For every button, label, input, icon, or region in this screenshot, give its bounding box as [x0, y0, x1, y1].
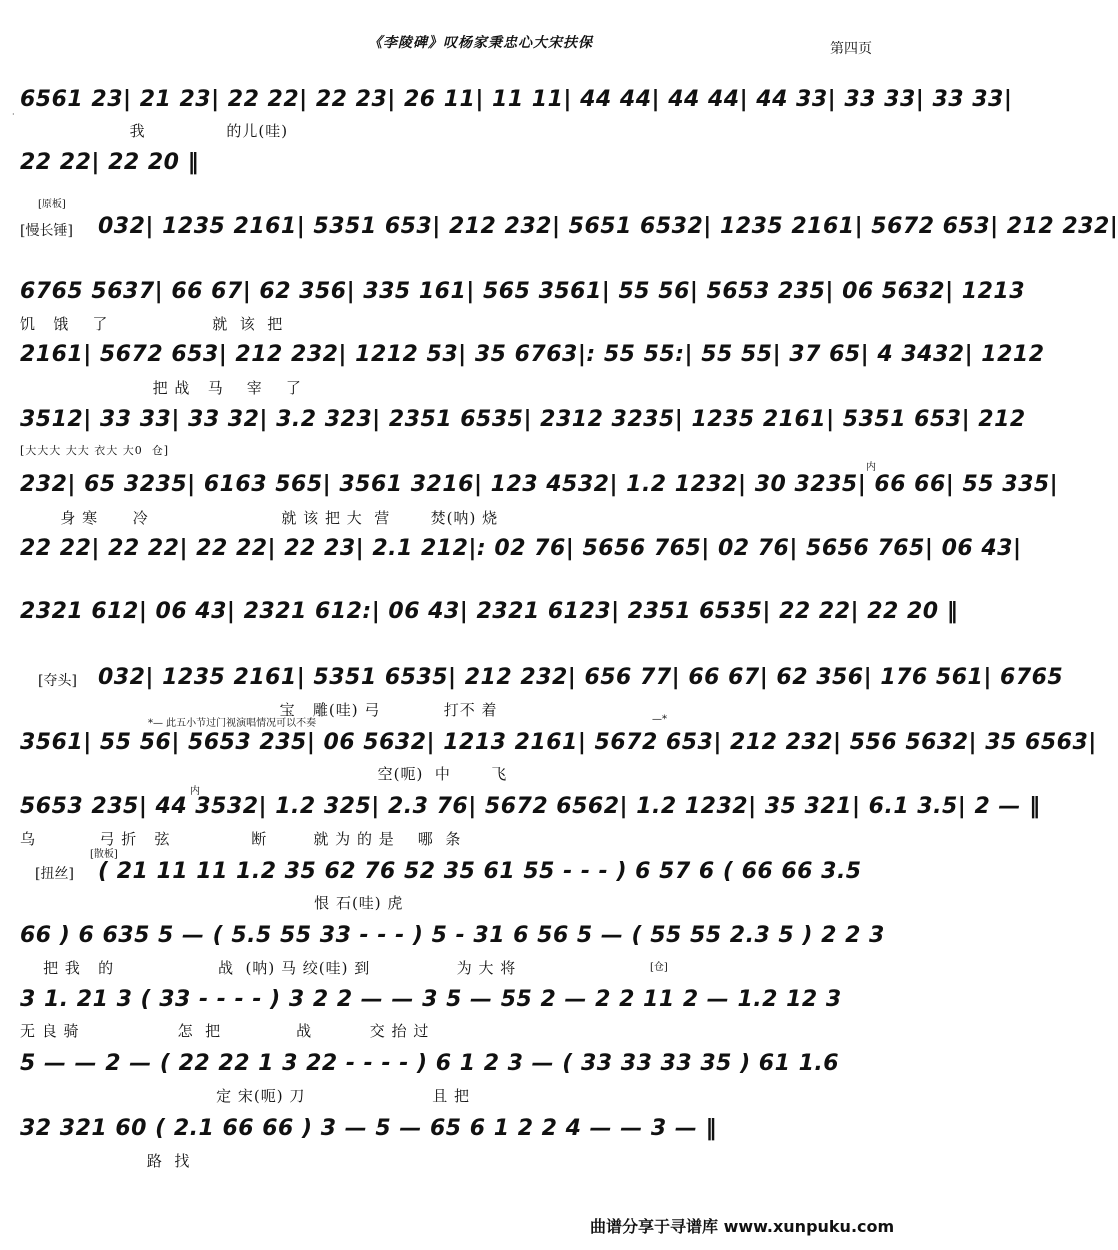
lyric-line-10: 宝 雕(哇) 弓 打不 着	[20, 701, 498, 719]
lyric-line-7: 身 寒 冷 就 该 把 大 营 焚(呐) 烧	[20, 509, 499, 527]
label-cang: [仓]	[650, 962, 668, 973]
label-nei-1: 内	[866, 462, 876, 473]
lyric-line-17: 路 找	[20, 1152, 191, 1170]
notation-line-14: 66 ) 6 635 5 — ( 5.5 55 33 - - - ) 5 - 31 6 56 5 — ( 55 55 2.3 5 ) 2 2 3	[20, 923, 885, 948]
label-niusi: [扭丝]	[35, 866, 74, 882]
notation-line-12: 5653 235| 44 3532| 1.2 325| 2.3 76| 5672 6562| 1.2 1232| 35 321| 6.1 3.5| 2 — ‖	[20, 794, 1041, 819]
notation-line-5: 2161| 5672 653| 212 232| 1212 53| 35 6763|: 55 55:| 55 55| 37 65| 4 3432| 1212	[20, 342, 1045, 367]
notation-line-2: 22 22| 22 20 ‖	[20, 150, 200, 175]
notation-line-3: 032| 1235 2161| 5351 653| 212 232| 5651 6532| 1235 2161| 5672 653| 212 232|	[98, 214, 1118, 239]
lyric-line-15: 无 良 骑 怎 把 战 交 抬 过	[20, 1022, 430, 1040]
label-yuanban: [原板]	[38, 199, 66, 210]
label-sanban: [散板]	[90, 849, 118, 860]
notation-line-16: 5 — — 2 — ( 22 22 1 3 22 - - - - ) 6 1 2 3 — ( 33 33 33 35 ) 61 1.6	[20, 1051, 840, 1076]
skip-bars-note: *— 此五小节过门视演唱情况可以不奏	[148, 718, 317, 729]
notation-line-4: 6765 5637| 66 67| 62 356| 335 161| 565 3561| 55 56| 5653 235| 06 5632| 1213	[20, 279, 1026, 304]
lyric-line-11: 空(呃) 中 飞	[20, 765, 508, 783]
lyric-line-12: 乌 弓 折 弦 断 就 为 的 是 哪 条	[20, 830, 462, 848]
notation-line-10: 032| 1235 2161| 5351 6535| 212 232| 656 77| 66 67| 62 356| 176 561| 6765	[98, 665, 1064, 690]
notation-line-6: 3512| 33 33| 33 32| 3.2 323| 2351 6535| 2312 3235| 1235 2161| 5351 653| 212	[20, 407, 1026, 432]
lyric-line-14: 把 我 的 战 (呐) 马 绞(哇) 到 为 大 将	[20, 959, 517, 977]
notation-line-17: 32 321 60 ( 2.1 66 66 ) 3 — 5 — 65 6 1 2 2 4 — — 3 — ‖	[20, 1116, 718, 1141]
notation-line-8: 22 22| 22 22| 22 22| 22 23| 2.1 212|: 02 76| 5656 765| 02 76| 5656 765| 06 43|	[20, 536, 1022, 561]
label-nei-2: 内	[190, 786, 200, 797]
footer-credit: 曲谱分享于寻谱库 www.xunpuku.com	[590, 1217, 895, 1236]
lyric-line-4: 饥 饿 了 就 该 把	[20, 315, 284, 333]
notation-line-13: ( 21 11 11 1.2 35 62 76 52 35 61 55 - - - ) 6 57 6 ( 66 66 3.5	[98, 859, 862, 884]
label-duotou: [夺头]	[38, 673, 77, 689]
notation-line-15: 3 1. 21 3 ( 33 - - - - ) 3 2 2 — — 3 5 — 55 2 — 2 2 11 2 — 1.2 12 3	[20, 987, 842, 1012]
skip-bars-end-mark: —*	[652, 714, 667, 725]
notation-line-11: 3561| 55 56| 5653 235| 06 5632| 1213 2161| 5672 653| 212 232| 556 5632| 35 6563|	[20, 730, 1097, 755]
page-number: 第四页	[830, 41, 872, 57]
notation-line-1: 6561 23| 21 23| 22 22| 22 23| 26 11| 11 11| 44 44| 44 44| 44 33| 33 33| 33 33|	[20, 87, 1013, 112]
page-title: 《李陵碑》叹杨家秉忠心大宋扶保	[368, 35, 593, 51]
label-manchangchui: [慢长锤]	[20, 223, 73, 239]
page-corner-dot: ·	[12, 110, 15, 119]
lyric-line-5: 把 战 马 宰 了	[20, 379, 302, 397]
notation-line-7: 232| 65 3235| 6163 565| 3561 3216| 123 4532| 1.2 1232| 30 3235| 66 66| 55 335|	[20, 472, 1059, 497]
lyric-line-6: [大大大 大大 衣大 大0 仓]	[20, 444, 170, 457]
lyric-line-16: 定 宋(呃) 刀 且 把	[20, 1087, 471, 1105]
lyric-line-1: 我 的儿(哇)	[20, 122, 289, 140]
lyric-line-13: 恨 石(哇) 虎	[20, 894, 404, 912]
notation-line-9: 2321 612| 06 43| 2321 612:| 06 43| 2321 6123| 2351 6535| 22 22| 22 20 ‖	[20, 599, 959, 624]
